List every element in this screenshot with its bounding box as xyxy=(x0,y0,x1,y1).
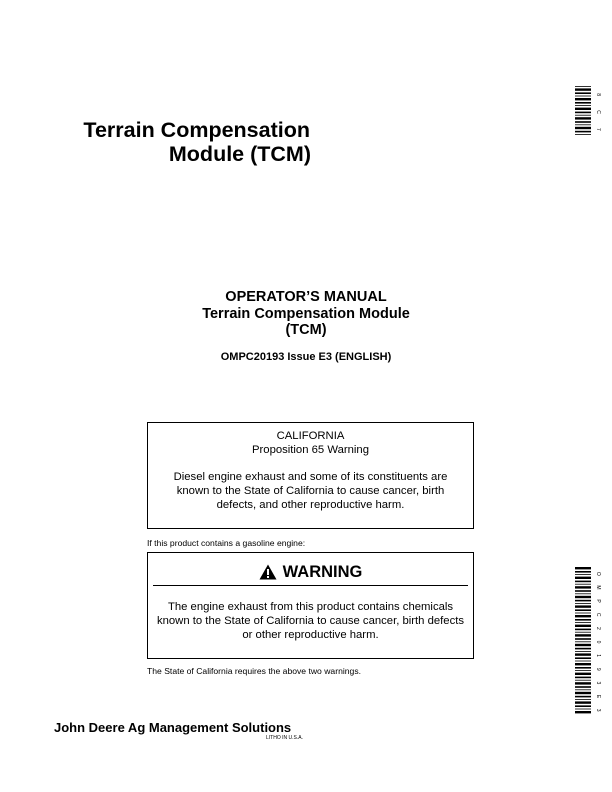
barcode-bar xyxy=(575,625,591,627)
barcode-bar xyxy=(575,705,591,707)
california-warning-text: Diesel engine exhaust and some of its constituents are known to the State of California to cause cancer, birth defects, and other reproductive harm. xyxy=(173,471,448,511)
barcode-bar xyxy=(575,86,591,87)
barcode-bar xyxy=(575,567,591,569)
manual-code: OMPC20193 Issue E3 (ENGLISH) xyxy=(220,351,392,363)
barcode-bar xyxy=(575,622,591,623)
barcode-bar xyxy=(575,574,591,575)
barcode-bar xyxy=(575,127,591,129)
barcode-bar xyxy=(575,593,591,594)
title-line-1: Terrain Compensation xyxy=(83,118,310,142)
barcode-char: O xyxy=(595,571,601,576)
barcode-top-bars xyxy=(575,86,591,135)
barcode-bar xyxy=(575,124,591,125)
barcode-bar xyxy=(575,584,591,585)
barcode-bar xyxy=(575,677,591,679)
barcode-bar xyxy=(575,680,591,681)
barcode-bar xyxy=(575,634,591,636)
gasoline-engine-note: If this product contains a gasoline engine: xyxy=(147,538,306,548)
footer-litho: LITHO IN U.S.A. xyxy=(266,735,303,741)
barcode-bar xyxy=(575,571,591,573)
footer-brand: John Deere Ag Management Solutions xyxy=(54,720,292,735)
barcode-bar xyxy=(575,102,591,104)
barcode-bar xyxy=(575,696,591,698)
barcode-char: 3 xyxy=(595,708,601,712)
barcode-bar xyxy=(575,686,591,688)
manual-info xyxy=(176,288,436,363)
california-warning-box xyxy=(147,422,474,529)
barcode-bar xyxy=(575,605,591,607)
barcode-bar xyxy=(575,689,591,690)
barcode-char: C xyxy=(595,612,601,617)
barcode-bar xyxy=(575,596,591,598)
barcode-bar xyxy=(575,667,591,669)
manual-subtitle-line-2: (TCM) xyxy=(285,322,327,338)
barcode-bar xyxy=(575,699,591,700)
barcode-bar xyxy=(575,609,591,611)
california-label: CALIFORNIA xyxy=(276,430,345,442)
state-requirement-note: The State of California requires the above two warnings. xyxy=(147,666,362,676)
title-line-2: Module (TCM) xyxy=(168,142,311,166)
barcode-char: P xyxy=(595,599,601,603)
barcode-char: C xyxy=(595,110,601,114)
barcode-bar xyxy=(575,653,591,655)
barcode-bar xyxy=(575,682,591,684)
barcode-bar xyxy=(575,663,591,665)
document-title xyxy=(0,118,311,166)
barcode-bottom xyxy=(575,567,603,717)
barcode-bar xyxy=(575,661,591,662)
barcode-bar xyxy=(575,577,591,579)
barcode-char: 8 xyxy=(595,93,601,97)
barcode-bar xyxy=(575,629,591,631)
barcode-bar xyxy=(575,638,591,640)
barcode-bottom-bars xyxy=(575,567,591,713)
barcode-bar xyxy=(575,619,591,621)
barcode-bar xyxy=(575,134,591,135)
barcode-bar xyxy=(575,701,591,703)
barcode-bar xyxy=(575,613,591,614)
barcode-bar xyxy=(575,121,591,123)
barcode-bar xyxy=(575,586,591,588)
barcode-bar xyxy=(575,88,591,90)
barcode-bar xyxy=(575,600,591,602)
warning-heading: WARNING xyxy=(282,562,363,581)
barcode-bar xyxy=(575,131,591,133)
barcode-bar xyxy=(575,590,591,592)
barcode-bar xyxy=(575,98,591,100)
barcode-bar xyxy=(575,648,591,650)
barcode-bar xyxy=(575,641,591,642)
barcode-bar xyxy=(575,96,591,97)
barcode-char: 9 xyxy=(595,667,601,671)
manual-subtitle-line-1: Terrain Compensation Module xyxy=(202,306,410,322)
barcode-bar xyxy=(575,112,591,114)
warning-triangle-icon xyxy=(259,564,277,580)
barcode-bar xyxy=(575,581,591,583)
barcode-bar xyxy=(575,670,591,671)
barcode-char: 2 xyxy=(595,626,601,630)
barcode-char: 3 xyxy=(595,681,601,685)
barcode-bar xyxy=(575,117,591,119)
gasoline-warning-box xyxy=(147,552,474,659)
barcode-char: 7 xyxy=(595,127,601,131)
barcode-bar xyxy=(575,108,591,110)
barcode-bar xyxy=(575,105,591,106)
manual-heading: OPERATOR’S MANUAL xyxy=(225,289,387,305)
barcode-bar xyxy=(575,115,591,116)
barcode-top xyxy=(575,86,603,138)
barcode-char: E xyxy=(595,694,601,699)
barcode-char: M xyxy=(595,585,601,590)
barcode-bar xyxy=(575,657,591,659)
barcode-bar xyxy=(575,711,591,713)
barcode-bar xyxy=(575,92,591,94)
barcode-bar xyxy=(575,651,591,652)
warning-header xyxy=(153,559,468,586)
barcode-char: 1 xyxy=(595,654,601,658)
barcode-bar xyxy=(575,673,591,675)
warning-text: The engine exhaust from this product contains chemicals known to the State of California to cause cancer, birth defects or other reproductive harm. xyxy=(156,601,465,641)
barcode-bar xyxy=(575,632,591,633)
barcode-bar xyxy=(575,692,591,694)
barcode-bar xyxy=(575,615,591,617)
barcode-bar xyxy=(575,603,591,604)
barcode-char: 0 xyxy=(595,640,601,644)
proposition-label: Proposition 65 Warning xyxy=(251,444,369,456)
barcode-bar xyxy=(575,709,591,710)
barcode-bar xyxy=(575,644,591,646)
